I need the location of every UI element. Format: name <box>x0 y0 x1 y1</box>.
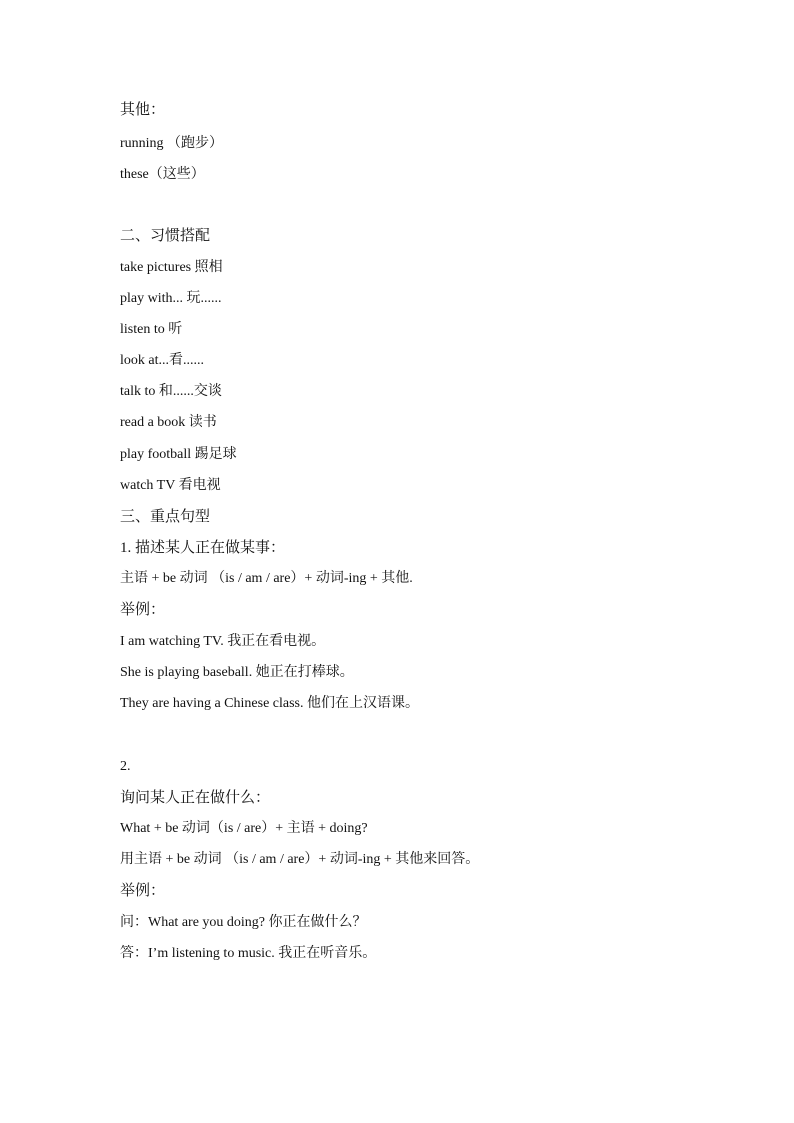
section-heading-phrases: 二、习惯搭配 <box>120 228 211 244</box>
section-heading-sentence-patterns: 三、重点句型 <box>120 509 211 525</box>
text-line-talk-to: talk to 和......交谈 <box>120 384 222 399</box>
text-line-pattern-1-title: 1. 描述某人正在做某事： <box>120 540 286 556</box>
text-line-pattern-2-number: 2. <box>120 759 131 774</box>
text-line-look-at: look at...看...... <box>120 353 204 368</box>
text-line-listen-to: listen to 听 <box>120 322 183 337</box>
text-line-example-answer: 答：I’m listening to music. 我正在听音乐。 <box>120 946 377 961</box>
text-line-example-question: 问：What are you doing? 你正在做什么？ <box>120 915 367 930</box>
text-line-example-chinese-class: They are having a Chinese class. 他们在上汉语课。 <box>120 696 419 711</box>
text-line-other-heading: 其他： <box>120 102 166 118</box>
text-line-play-with: play with... 玩...... <box>120 291 222 306</box>
text-line-watch-tv: watch TV 看电视 <box>120 478 221 493</box>
text-line-example-label-1: 举例： <box>120 602 166 618</box>
text-line-play-football: play football 踢足球 <box>120 447 237 462</box>
text-line-pattern-1-formula: 主语 + be 动词 （is / am / are）+ 动词-ing + 其他. <box>120 571 413 586</box>
text-line-pattern-2-title: 询问某人正在做什么： <box>120 790 271 806</box>
text-line-pattern-2-question-formula: What + be 动词（is / are）+ 主语 + doing? <box>120 821 368 836</box>
text-line-read-a-book: read a book 读书 <box>120 415 217 430</box>
text-line-running: running （跑步） <box>120 136 224 151</box>
text-line-take-pictures: take pictures 照相 <box>120 260 223 275</box>
text-line-example-playing-baseball: She is playing baseball. 她正在打棒球。 <box>120 665 354 680</box>
text-line-example-label-2: 举例： <box>120 883 166 899</box>
text-line-these: these（这些） <box>120 167 205 182</box>
text-line-example-watching-tv: I am watching TV. 我正在看电视。 <box>120 634 326 649</box>
text-line-pattern-2-answer-formula: 用主语 + be 动词 （is / am / are）+ 动词-ing + 其他来回答。 <box>120 852 480 867</box>
